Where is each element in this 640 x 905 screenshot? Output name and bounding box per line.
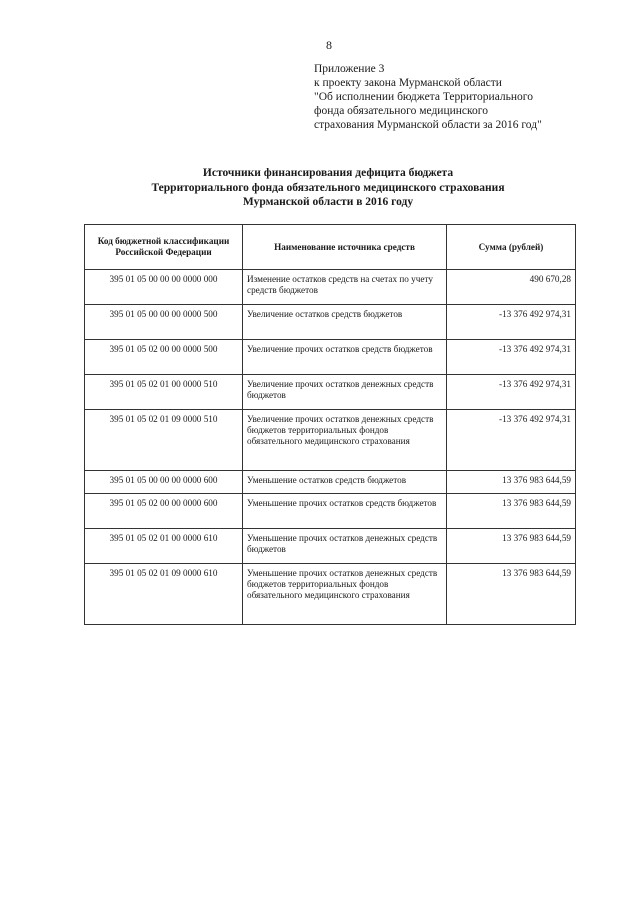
table-row <box>85 471 576 494</box>
cell-sum: -13 376 492 974,31 <box>447 340 576 375</box>
cell-code: 395 01 05 02 00 00 0000 500 <box>85 340 243 375</box>
title-line: Территориального фонда обязательного медицинского страхования <box>151 181 505 194</box>
title-line: Источники финансирования дефицита бюджета <box>202 167 454 179</box>
annex-line: "Об исполнении бюджета Территориального <box>314 91 533 103</box>
cell-name: Уменьшение прочих остатков денежных средств бюджетов территориальных фондов обязательного медицинского страхования <box>243 564 447 625</box>
table-row <box>85 564 576 625</box>
cell-code: 395 01 05 02 00 00 0000 600 <box>85 494 243 529</box>
table-row <box>85 410 576 471</box>
cell-sum: -13 376 492 974,31 <box>447 375 576 410</box>
cell-sum: -13 376 492 974,31 <box>447 410 576 471</box>
cell-sum: -13 376 492 974,31 <box>447 305 576 340</box>
cell-code: 395 01 05 02 01 00 0000 510 <box>85 375 243 410</box>
cell-name: Уменьшение остатков средств бюджетов <box>243 471 447 494</box>
cell-code: 395 01 05 00 00 00 0000 000 <box>85 270 243 305</box>
table-row <box>85 529 576 564</box>
header-name: Наименование источника средств <box>243 225 447 270</box>
annex-line: к проекту закона Мурманской области <box>314 77 502 89</box>
header-code: Код бюджетной классификации Российской Федерации <box>85 225 243 270</box>
cell-name: Уменьшение прочих остатков средств бюджетов <box>243 494 447 529</box>
sources-table <box>84 224 576 625</box>
table-row <box>85 270 576 305</box>
annex-line: страхования Мурманской области за 2016 год" <box>314 119 542 131</box>
cell-code: 395 01 05 02 01 09 0000 510 <box>85 410 243 471</box>
cell-sum: 490 670,28 <box>447 270 576 305</box>
header-sum: Сумма (рублей) <box>447 225 576 270</box>
table-row <box>85 305 576 340</box>
cell-name: Увеличение остатков средств бюджетов <box>243 305 447 340</box>
cell-name: Увеличение прочих остатков денежных средств бюджетов <box>243 375 447 410</box>
cell-sum: 13 376 983 644,59 <box>447 564 576 625</box>
title-line: Мурманской области в 2016 году <box>242 196 414 208</box>
cell-name: Уменьшение прочих остатков денежных средств бюджетов <box>243 529 447 564</box>
cell-name: Увеличение прочих остатков средств бюджетов <box>243 340 447 375</box>
table-row <box>85 340 576 375</box>
annex-line: Приложение 3 <box>314 63 385 75</box>
annex-line: фонда обязательного медицинского <box>314 105 488 117</box>
cell-code: 395 01 05 00 00 00 0000 600 <box>85 471 243 494</box>
cell-sum: 13 376 983 644,59 <box>447 471 576 494</box>
cell-code: 395 01 05 00 00 00 0000 500 <box>85 305 243 340</box>
page-number: 8 <box>326 38 332 52</box>
cell-name: Изменение остатков средств на счетах по учету средств бюджетов <box>243 270 447 305</box>
document-title <box>80 166 576 210</box>
table-row <box>85 375 576 410</box>
table-header-row <box>85 225 576 270</box>
cell-sum: 13 376 983 644,59 <box>447 494 576 529</box>
cell-name: Увеличение прочих остатков денежных средств бюджетов территориальных фондов обязательного медицинского страхования <box>243 410 447 471</box>
cell-code: 395 01 05 02 01 09 0000 610 <box>85 564 243 625</box>
cell-sum: 13 376 983 644,59 <box>447 529 576 564</box>
cell-code: 395 01 05 02 01 00 0000 610 <box>85 529 243 564</box>
annex-block <box>314 62 542 132</box>
table-row <box>85 494 576 529</box>
